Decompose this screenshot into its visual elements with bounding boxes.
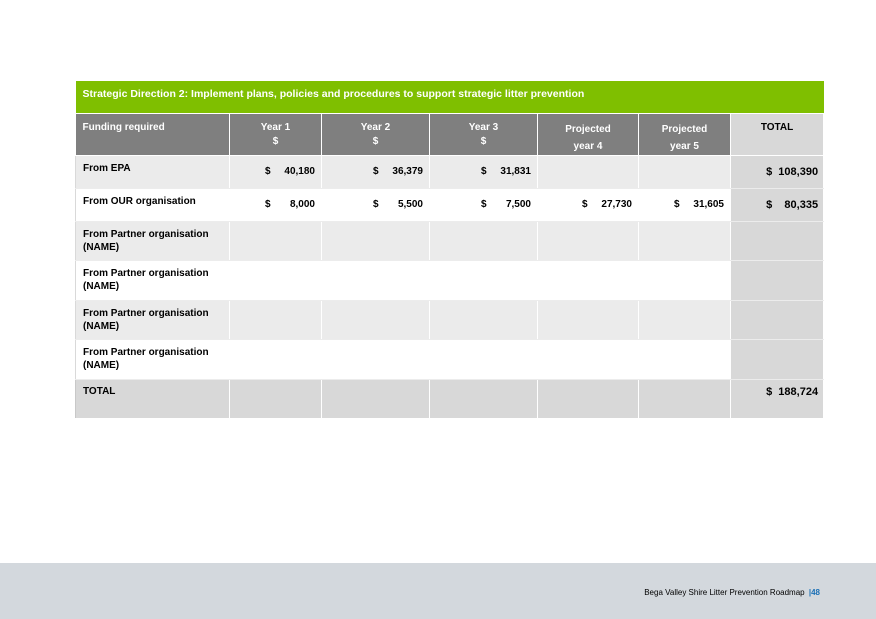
cell-total — [731, 221, 824, 260]
cell-year-2: $ 5,500 — [322, 188, 430, 221]
cell-total: $ 108,390 — [731, 155, 824, 188]
total-empty-cell — [639, 379, 731, 418]
cell-year-1: $ 8,000 — [230, 188, 322, 221]
total-empty-cell — [322, 379, 430, 418]
row-label: From Partner organisation (NAME) — [76, 300, 230, 339]
grand-total: $ 188,724 — [731, 379, 824, 418]
table-header-row — [76, 113, 824, 155]
total-empty-cell — [230, 379, 322, 418]
cell-total: $ 80,335 — [731, 188, 824, 221]
row-label: From Partner organisation (NAME) — [76, 260, 230, 300]
cell-year-5 — [639, 339, 731, 379]
cell-year-3 — [430, 221, 538, 260]
header-funding-required: Funding required — [76, 113, 230, 155]
document-title: Bega Valley Shire Litter Prevention Roadmap — [644, 588, 805, 597]
cell-year-1 — [230, 260, 322, 300]
cell-year-4 — [538, 155, 639, 188]
cell-year-1 — [230, 339, 322, 379]
cell-year-4: $ 27,730 — [538, 188, 639, 221]
cell-year-3: $ 7,500 — [430, 188, 538, 221]
cell-year-2 — [322, 260, 430, 300]
table-row — [76, 300, 824, 339]
cell-year-4 — [538, 339, 639, 379]
cell-year-3 — [430, 260, 538, 300]
cell-year-2 — [322, 339, 430, 379]
cell-year-3 — [430, 300, 538, 339]
footer-text — [644, 588, 820, 597]
cell-year-1 — [230, 221, 322, 260]
cell-year-5 — [639, 260, 731, 300]
cell-year-5: $ 31,605 — [639, 188, 731, 221]
cell-year-5 — [639, 221, 731, 260]
cell-year-5 — [639, 155, 731, 188]
table-row — [76, 155, 824, 188]
header-year-2: Year 2 $ — [322, 113, 430, 155]
row-label: From Partner organisation (NAME) — [76, 221, 230, 260]
cell-year-1: $ 40,180 — [230, 155, 322, 188]
cell-total — [731, 260, 824, 300]
page-number: 48 — [811, 588, 820, 597]
cell-year-5 — [639, 300, 731, 339]
row-label: From OUR organisation — [76, 188, 230, 221]
table-row — [76, 260, 824, 300]
header-total: TOTAL — [731, 113, 824, 155]
table-row — [76, 339, 824, 379]
table-total-row — [76, 379, 824, 418]
header-year-3: Year 3 $ — [430, 113, 538, 155]
cell-year-2 — [322, 221, 430, 260]
row-label: From EPA — [76, 155, 230, 188]
table-row — [76, 188, 824, 221]
funding-table — [75, 81, 824, 419]
header-projected-year-4: Projected year 4 — [538, 113, 639, 155]
cell-year-2 — [322, 300, 430, 339]
table-title-row — [76, 81, 824, 113]
cell-year-4 — [538, 260, 639, 300]
cell-year-2: $ 36,379 — [322, 155, 430, 188]
cell-total — [731, 339, 824, 379]
total-empty-cell — [430, 379, 538, 418]
footer-separator: | — [808, 588, 812, 597]
table-title: Strategic Direction 2: Implement plans, policies and procedures to support strategic litter prevention — [76, 81, 824, 113]
cell-year-3: $ 31,831 — [430, 155, 538, 188]
cell-total — [731, 300, 824, 339]
cell-year-4 — [538, 221, 639, 260]
cell-year-3 — [430, 339, 538, 379]
cell-year-4 — [538, 300, 639, 339]
total-empty-cell — [538, 379, 639, 418]
page-footer — [0, 563, 876, 619]
row-label: From Partner organisation (NAME) — [76, 339, 230, 379]
total-row-label: TOTAL — [76, 379, 230, 418]
table-row — [76, 221, 824, 260]
header-year-1: Year 1 $ — [230, 113, 322, 155]
header-projected-year-5: Projected year 5 — [639, 113, 731, 155]
cell-year-1 — [230, 300, 322, 339]
